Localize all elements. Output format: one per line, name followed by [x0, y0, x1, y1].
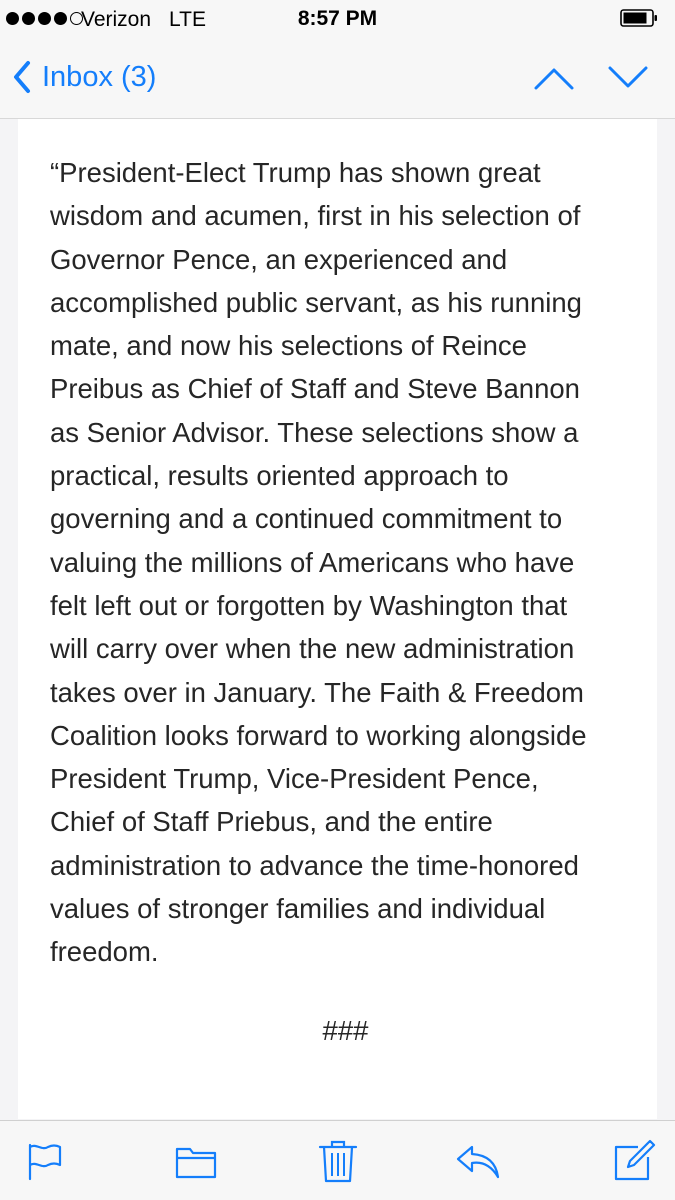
reply-icon[interactable] — [456, 1139, 500, 1183]
trash-icon[interactable] — [316, 1139, 360, 1183]
message-body — [18, 119, 657, 1119]
message-text: “President-Elect Trump has shown great wisdom and acumen, first in his selection of Governor Pence, an experienced and accomplished public servant, as his running mate, and now his selections of Reince Preibus as Chief of Staff and Steve Bannon as Senior Advisor. These selections show a practical, results oriented approach to governing and a continued commitment to valuing the millions of Americans who have felt left out or forgotten by Washington that will carry over when the new administration takes over in January. The Faith & Freedom Coalition looks forward to working alongside President Trump, Vice-President Pence, Chief of Staff Priebus, and the entire administration to advance the time-honored values of stronger families and individual freedom. — [50, 157, 587, 968]
carrier-name: Verizon — [81, 8, 152, 31]
status-bar — [0, 0, 675, 40]
status-time: 8:57 PM — [297, 7, 378, 30]
message-toolbar — [0, 1120, 675, 1200]
chevron-left-icon — [12, 60, 32, 94]
compose-icon[interactable] — [612, 1139, 656, 1183]
network-type: LTE — [169, 8, 206, 31]
back-to-inbox-button[interactable] — [12, 54, 156, 100]
flag-icon[interactable] — [22, 1139, 66, 1183]
chevron-down-icon[interactable] — [606, 60, 650, 96]
folder-icon[interactable] — [174, 1139, 218, 1183]
back-button-label: Inbox (3) — [42, 60, 157, 93]
chevron-up-icon[interactable] — [532, 60, 576, 96]
navigation-bar — [0, 40, 675, 119]
message-separator: ### — [322, 1015, 369, 1046]
battery-icon — [620, 9, 658, 27]
